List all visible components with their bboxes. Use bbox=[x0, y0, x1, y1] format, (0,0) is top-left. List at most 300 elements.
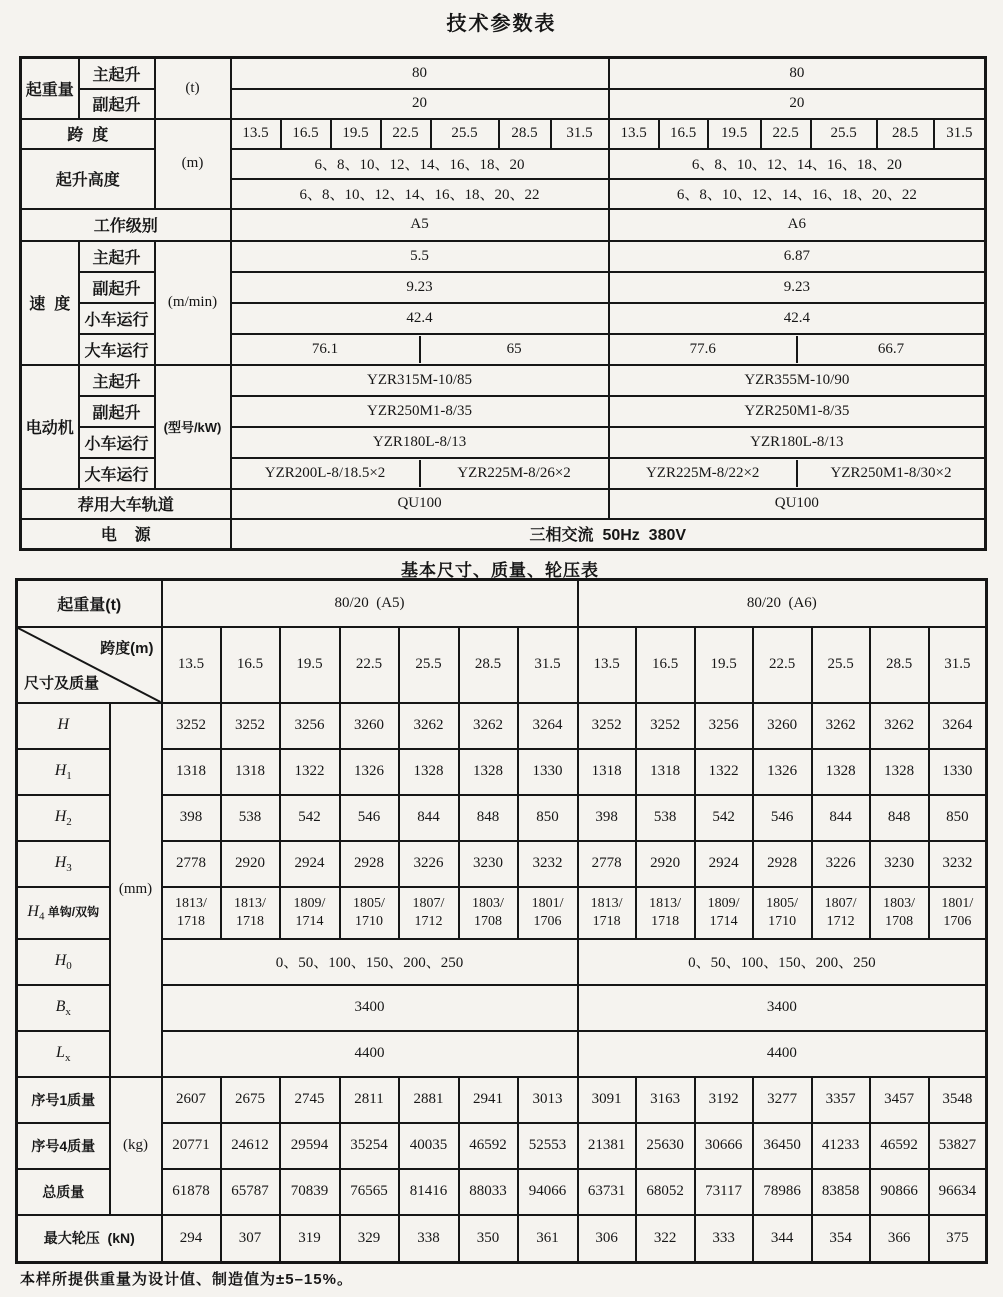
cell: 361 bbox=[518, 1215, 578, 1263]
dim-sub: 0 bbox=[66, 959, 72, 972]
cell: 1326 bbox=[340, 749, 399, 795]
cell: 42.4 bbox=[231, 303, 609, 334]
cell: 2607 bbox=[162, 1077, 221, 1123]
row-span-header bbox=[17, 627, 987, 703]
cell: 538 bbox=[221, 795, 280, 841]
dim-sub: x bbox=[64, 1051, 71, 1064]
cell: 319 bbox=[280, 1215, 340, 1263]
cell: 35254 bbox=[340, 1123, 399, 1169]
cell: 294 bbox=[162, 1215, 221, 1263]
label-H4 bbox=[17, 887, 110, 939]
cell: 3192 bbox=[695, 1077, 753, 1123]
cell-top: 1805/ bbox=[353, 896, 385, 911]
cell: YZR355M-10/90 bbox=[609, 365, 986, 396]
cell: 3457 bbox=[870, 1077, 929, 1123]
cell: 1330 bbox=[929, 749, 987, 795]
cell: 13.5 bbox=[162, 627, 221, 703]
cell: 2811 bbox=[340, 1077, 399, 1123]
cell-bottom: 1710 bbox=[355, 913, 383, 929]
row-motor-main bbox=[21, 365, 986, 396]
cell: 76.1 bbox=[311, 340, 339, 357]
cell: YZR250M1-8/30×2 bbox=[796, 460, 984, 487]
cell bbox=[870, 887, 929, 939]
cell: 25.5 bbox=[399, 627, 459, 703]
cell-bottom: 1714 bbox=[295, 913, 324, 929]
cell-top: 1809/ bbox=[707, 896, 740, 911]
cell: 2924 bbox=[280, 841, 340, 887]
row-capacity-main bbox=[21, 58, 986, 89]
cell: 375 bbox=[929, 1215, 987, 1263]
label-H3 bbox=[17, 841, 110, 887]
cell: 1322 bbox=[695, 749, 753, 795]
cell: 70839 bbox=[280, 1169, 340, 1215]
label-H bbox=[17, 703, 110, 749]
diag-span-label: 跨度(m) bbox=[100, 639, 154, 657]
cell: 3400 bbox=[578, 985, 987, 1031]
cell: 350 bbox=[459, 1215, 518, 1263]
label-Bx bbox=[17, 985, 110, 1031]
cell: 28.5 bbox=[459, 627, 518, 703]
footnote: 本样所提供重量为设计值、制造值为±5–15%。 bbox=[20, 1271, 353, 1288]
cell-bottom: 1718 bbox=[177, 913, 205, 929]
row-capacity-header bbox=[17, 580, 987, 627]
dim-sub: 3 bbox=[66, 861, 72, 874]
cell: 2920 bbox=[221, 841, 280, 887]
cell: 4400 bbox=[162, 1031, 578, 1077]
cell-bottom: 1708 bbox=[474, 913, 502, 929]
cell: 73117 bbox=[695, 1169, 753, 1215]
cell: 22.5 bbox=[761, 119, 811, 149]
cell: 1318 bbox=[221, 749, 280, 795]
cell: 5.5 bbox=[231, 241, 609, 272]
cell: 三相交流 50Hz 380V bbox=[231, 519, 986, 550]
cell: 1318 bbox=[636, 749, 695, 795]
cell: 2924 bbox=[695, 841, 753, 887]
cell: 42.4 bbox=[609, 303, 986, 334]
cell: 30666 bbox=[695, 1123, 753, 1169]
cell: 307 bbox=[221, 1215, 280, 1263]
cell: 3252 bbox=[162, 703, 221, 749]
cell: 31.5 bbox=[934, 119, 986, 149]
cell: A6 bbox=[609, 209, 986, 241]
table2-title: 基本尺寸、质量、轮压表 bbox=[401, 561, 599, 580]
cell: 28.5 bbox=[870, 627, 929, 703]
cell: 3260 bbox=[753, 703, 812, 749]
cell-top: 1807/ bbox=[824, 896, 857, 911]
cell: 22.5 bbox=[381, 119, 431, 149]
cell: YZR250M1-8/35 bbox=[609, 396, 986, 427]
cell: QU100 bbox=[609, 489, 986, 519]
cell: 1328 bbox=[399, 749, 459, 795]
cell: 3252 bbox=[636, 703, 695, 749]
tech-params-table bbox=[19, 56, 987, 551]
unit-mm: (mm) bbox=[110, 703, 162, 1077]
unit-m: (m) bbox=[155, 119, 231, 209]
row-mass4 bbox=[17, 1123, 987, 1169]
cell: 90866 bbox=[870, 1169, 929, 1215]
cell: 1318 bbox=[162, 749, 221, 795]
cell-bottom: 1706 bbox=[943, 913, 972, 929]
label-trolley-travel: 小车运行 bbox=[79, 303, 155, 334]
cell: 1328 bbox=[812, 749, 870, 795]
cell: 68052 bbox=[636, 1169, 695, 1215]
dim-letter: H bbox=[54, 807, 67, 825]
cell: 2675 bbox=[221, 1077, 280, 1123]
cell bbox=[518, 887, 578, 939]
cell: 3256 bbox=[280, 703, 340, 749]
dim-letter: H bbox=[54, 951, 67, 969]
cell: 29594 bbox=[280, 1123, 340, 1169]
label-crane-travel: 大车运行 bbox=[79, 334, 155, 365]
dimensions-mass-table bbox=[15, 578, 988, 1264]
cell: 1328 bbox=[459, 749, 518, 795]
label-aux-hoist: 副起升 bbox=[79, 396, 155, 427]
row-speed-main bbox=[21, 241, 986, 272]
label-H1 bbox=[17, 749, 110, 795]
cell: 22.5 bbox=[340, 627, 399, 703]
cell: 542 bbox=[695, 795, 753, 841]
cell: 20 bbox=[609, 89, 986, 119]
cell: 81416 bbox=[399, 1169, 459, 1215]
cell-bottom: 1718 bbox=[651, 913, 680, 929]
label-main-hoist: 主起升 bbox=[79, 365, 155, 396]
dim-sub: x bbox=[65, 1005, 71, 1018]
cell-top: 1805/ bbox=[766, 896, 798, 911]
unit-kg: (kg) bbox=[110, 1077, 162, 1215]
cell-split bbox=[231, 334, 609, 365]
cell-top: 1803/ bbox=[883, 896, 915, 911]
cell: 16.5 bbox=[659, 119, 708, 149]
cell: 0、50、100、150、200、250 bbox=[578, 939, 987, 985]
cell: 63731 bbox=[578, 1169, 636, 1215]
cell: 3091 bbox=[578, 1077, 636, 1123]
cell: 329 bbox=[340, 1215, 399, 1263]
cell: 542 bbox=[280, 795, 340, 841]
cell: 1330 bbox=[518, 749, 578, 795]
cell: 28.5 bbox=[877, 119, 934, 149]
cell-top: 1813/ bbox=[649, 896, 681, 911]
cell: 3013 bbox=[518, 1077, 578, 1123]
cell-top: 1801/ bbox=[531, 896, 564, 911]
cell: 0、50、100、150、200、250 bbox=[162, 939, 578, 985]
label-capacity: 起重量(t) bbox=[17, 580, 162, 627]
cell-bottom: 1706 bbox=[533, 913, 562, 929]
cell: 3400 bbox=[162, 985, 578, 1031]
cell: YZR250M1-8/35 bbox=[231, 396, 609, 427]
label-lift-height: 起升高度 bbox=[21, 149, 155, 209]
cell: 76565 bbox=[340, 1169, 399, 1215]
row-total-mass bbox=[17, 1169, 987, 1215]
row-mass1 bbox=[17, 1077, 987, 1123]
dim-letter: B bbox=[55, 997, 66, 1015]
cell-bottom: 1712 bbox=[414, 913, 443, 929]
cell bbox=[929, 887, 987, 939]
row-H1 bbox=[17, 749, 987, 795]
cell: 3163 bbox=[636, 1077, 695, 1123]
cell: 6、8、10、12、14、16、18、20、22 bbox=[609, 179, 986, 209]
cell: 2778 bbox=[578, 841, 636, 887]
cell: 3264 bbox=[518, 703, 578, 749]
cell: 41233 bbox=[812, 1123, 870, 1169]
label-speed-group: 速 度 bbox=[21, 241, 79, 365]
cell: 88033 bbox=[459, 1169, 518, 1215]
cell: 6.87 bbox=[609, 241, 986, 272]
cell: 3230 bbox=[459, 841, 518, 887]
cell: 6、8、10、12、14、16、18、20、22 bbox=[231, 179, 609, 209]
cell: 16.5 bbox=[221, 627, 280, 703]
cell: 20771 bbox=[162, 1123, 221, 1169]
cell: 31.5 bbox=[518, 627, 578, 703]
label-mass4: 序号4质量 bbox=[17, 1123, 110, 1169]
cell: 19.5 bbox=[280, 627, 340, 703]
label-rail: 荐用大车轨道 bbox=[21, 489, 231, 519]
cell: 77.6 bbox=[689, 340, 716, 357]
label-motor-group: 电动机 bbox=[21, 365, 79, 489]
cell: 546 bbox=[753, 795, 812, 841]
cell: 9.23 bbox=[231, 272, 609, 303]
cell: 538 bbox=[636, 795, 695, 841]
cell: 3252 bbox=[221, 703, 280, 749]
cell: 1322 bbox=[280, 749, 340, 795]
label-wheel-load: 最大轮压 (kN) bbox=[17, 1215, 162, 1263]
row-duty-class bbox=[21, 209, 986, 241]
dim-extra: 单钩/双钩 bbox=[47, 904, 100, 919]
cell bbox=[636, 887, 695, 939]
cell: 96634 bbox=[929, 1169, 987, 1215]
cell: 9.23 bbox=[609, 272, 986, 303]
cell: YZR315M-10/85 bbox=[231, 365, 609, 396]
cell: YZR180L-8/13 bbox=[609, 427, 986, 458]
cell: 28.5 bbox=[499, 119, 551, 149]
cell: 94066 bbox=[518, 1169, 578, 1215]
cell bbox=[280, 887, 340, 939]
cell-top: 1809/ bbox=[293, 896, 326, 911]
dim-letter: H bbox=[27, 902, 39, 920]
cell: 3226 bbox=[812, 841, 870, 887]
cell: 3262 bbox=[399, 703, 459, 749]
cell: YZR225M-8/22×2 bbox=[645, 464, 760, 481]
cell-split bbox=[609, 458, 986, 489]
row-H2 bbox=[17, 795, 987, 841]
unit-m-min: (m/min) bbox=[155, 241, 231, 365]
cell bbox=[578, 887, 636, 939]
cell: 25.5 bbox=[431, 119, 499, 149]
cell: 65787 bbox=[221, 1169, 280, 1215]
cell: YZR180L-8/13 bbox=[231, 427, 609, 458]
label-crane-travel: 大车运行 bbox=[79, 458, 155, 489]
diag-dims-label: 尺寸及质量 bbox=[24, 674, 100, 692]
cell: QU100 bbox=[231, 489, 609, 519]
cell: 2928 bbox=[340, 841, 399, 887]
cell: 3262 bbox=[459, 703, 518, 749]
cell: 65 bbox=[419, 336, 608, 363]
cell: 46592 bbox=[459, 1123, 518, 1169]
cell: 2920 bbox=[636, 841, 695, 887]
cell: 848 bbox=[459, 795, 518, 841]
cell: 83858 bbox=[812, 1169, 870, 1215]
dim-sub: 2 bbox=[66, 815, 72, 828]
cell: 53827 bbox=[929, 1123, 987, 1169]
cell: 1318 bbox=[578, 749, 636, 795]
label-span: 跨 度 bbox=[21, 119, 155, 149]
cell: 19.5 bbox=[695, 627, 753, 703]
cell: 3548 bbox=[929, 1077, 987, 1123]
label-H2 bbox=[17, 795, 110, 841]
cell: 66.7 bbox=[796, 336, 984, 363]
cell: 338 bbox=[399, 1215, 459, 1263]
cell: 24612 bbox=[221, 1123, 280, 1169]
cell: 850 bbox=[929, 795, 987, 841]
cell: 80 bbox=[231, 58, 609, 89]
label-main-hoist: 主起升 bbox=[79, 58, 155, 89]
cell-top: 1801/ bbox=[941, 896, 974, 911]
cell: 366 bbox=[870, 1215, 929, 1263]
cell: 844 bbox=[399, 795, 459, 841]
cell: 3226 bbox=[399, 841, 459, 887]
cell: A5 bbox=[231, 209, 609, 241]
cell: 3256 bbox=[695, 703, 753, 749]
cell: 61878 bbox=[162, 1169, 221, 1215]
cell: 3277 bbox=[753, 1077, 812, 1123]
cell: 36450 bbox=[753, 1123, 812, 1169]
cell: 333 bbox=[695, 1215, 753, 1263]
cell: 3232 bbox=[518, 841, 578, 887]
cell: 22.5 bbox=[753, 627, 812, 703]
cell: 4400 bbox=[578, 1031, 987, 1077]
label-aux-hoist: 副起升 bbox=[79, 89, 155, 119]
cell: 2928 bbox=[753, 841, 812, 887]
dim-letter: H bbox=[57, 715, 70, 733]
cell-bottom: 1710 bbox=[768, 913, 797, 929]
label-H0 bbox=[17, 939, 110, 985]
cell: 844 bbox=[812, 795, 870, 841]
cell: 13.5 bbox=[578, 627, 636, 703]
unit-model-kw: (型号/kW) bbox=[155, 365, 231, 489]
cell: 344 bbox=[753, 1215, 812, 1263]
cell: 31.5 bbox=[551, 119, 609, 149]
cell-top: 1803/ bbox=[472, 896, 504, 911]
row-H3 bbox=[17, 841, 987, 887]
row-H0 bbox=[17, 939, 987, 985]
cell-bottom: 1714 bbox=[709, 913, 738, 929]
cell: YZR200L-8/18.5×2 bbox=[264, 464, 386, 481]
cell: 13.5 bbox=[231, 119, 281, 149]
cell-bottom: 1708 bbox=[885, 913, 914, 929]
cell-bottom: 1718 bbox=[236, 913, 264, 929]
cell: 13.5 bbox=[609, 119, 659, 149]
cell: 3357 bbox=[812, 1077, 870, 1123]
cell: 3252 bbox=[578, 703, 636, 749]
row-H4 bbox=[17, 887, 987, 939]
cell: 322 bbox=[636, 1215, 695, 1263]
cell-top: 1807/ bbox=[412, 896, 445, 911]
row-rail bbox=[21, 489, 986, 519]
cell-split bbox=[609, 334, 986, 365]
dim-sub: 4 bbox=[38, 910, 45, 923]
cell: 21381 bbox=[578, 1123, 636, 1169]
cell: YZR225M-8/26×2 bbox=[419, 460, 608, 487]
row-power bbox=[21, 519, 986, 550]
cell: 40035 bbox=[399, 1123, 459, 1169]
label-mass1: 序号1质量 bbox=[17, 1077, 110, 1123]
label-aux-hoist: 副起升 bbox=[79, 272, 155, 303]
cell: 25.5 bbox=[812, 627, 870, 703]
label-Lx bbox=[17, 1031, 110, 1077]
cell: 2881 bbox=[399, 1077, 459, 1123]
cell: 3230 bbox=[870, 841, 929, 887]
cell: 1328 bbox=[870, 749, 929, 795]
cell-top: 1813/ bbox=[175, 896, 207, 911]
diagonal-header-cell bbox=[17, 627, 162, 703]
cell: 19.5 bbox=[331, 119, 381, 149]
row-H bbox=[17, 703, 987, 749]
label-main-hoist: 主起升 bbox=[79, 241, 155, 272]
cell bbox=[459, 887, 518, 939]
cell: 848 bbox=[870, 795, 929, 841]
cell-bottom: 1712 bbox=[826, 913, 855, 929]
cell: 306 bbox=[578, 1215, 636, 1263]
cell-split bbox=[231, 458, 609, 489]
cell: 3262 bbox=[812, 703, 870, 749]
row-wheel-load bbox=[17, 1215, 987, 1263]
cell: 354 bbox=[812, 1215, 870, 1263]
cell bbox=[812, 887, 870, 939]
row-span bbox=[21, 119, 986, 149]
cell: 3260 bbox=[340, 703, 399, 749]
cell: 546 bbox=[340, 795, 399, 841]
cell: 2745 bbox=[280, 1077, 340, 1123]
cell: 78986 bbox=[753, 1169, 812, 1215]
cell bbox=[162, 887, 221, 939]
cell-bottom: 1718 bbox=[592, 913, 621, 929]
cell: 398 bbox=[162, 795, 221, 841]
cell: 3232 bbox=[929, 841, 987, 887]
cell bbox=[753, 887, 812, 939]
cell bbox=[221, 887, 280, 939]
page-title: 技术参数表 bbox=[446, 13, 557, 35]
cell bbox=[340, 887, 399, 939]
cell: 52553 bbox=[518, 1123, 578, 1169]
cell bbox=[695, 887, 753, 939]
cell: 25.5 bbox=[811, 119, 877, 149]
row-Bx bbox=[17, 985, 987, 1031]
dim-sub: 1 bbox=[66, 769, 72, 782]
cell: 850 bbox=[518, 795, 578, 841]
cell: 46592 bbox=[870, 1123, 929, 1169]
unit-t: (t) bbox=[155, 58, 231, 119]
cell: 80 bbox=[609, 58, 986, 89]
cell: 19.5 bbox=[708, 119, 761, 149]
cell: 20 bbox=[231, 89, 609, 119]
cell: 16.5 bbox=[281, 119, 331, 149]
cell: 80/20 (A6) bbox=[578, 580, 987, 627]
label-capacity-group: 起重量 bbox=[21, 58, 79, 119]
label-total-mass: 总质量 bbox=[17, 1169, 110, 1215]
label-duty-class: 工作级别 bbox=[21, 209, 231, 241]
cell: 80/20 (A5) bbox=[162, 580, 578, 627]
cell-top: 1813/ bbox=[234, 896, 266, 911]
cell: 25630 bbox=[636, 1123, 695, 1169]
cell: 3262 bbox=[870, 703, 929, 749]
label-power: 电 源 bbox=[21, 519, 231, 550]
cell-top: 1813/ bbox=[590, 896, 623, 911]
cell: 6、8、10、12、14、16、18、20 bbox=[231, 149, 609, 179]
dim-letter: H bbox=[54, 853, 67, 871]
cell: 3264 bbox=[929, 703, 987, 749]
cell: 398 bbox=[578, 795, 636, 841]
label-trolley-travel: 小车运行 bbox=[79, 427, 155, 458]
cell: 6、8、10、12、14、16、18、20 bbox=[609, 149, 986, 179]
